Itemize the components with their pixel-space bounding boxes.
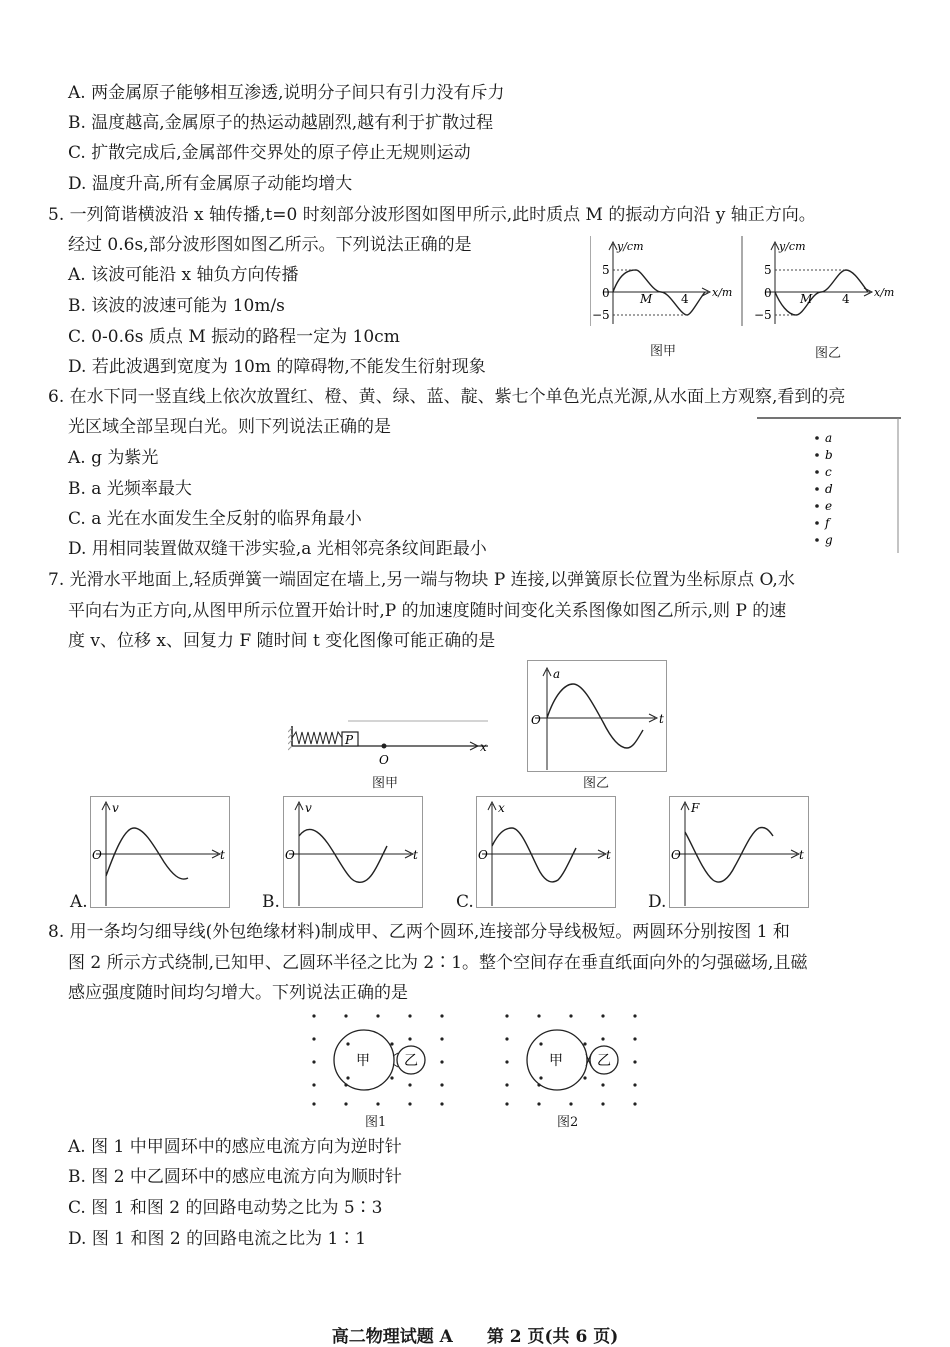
q5-option-d: D. 若此波遇到宽度为 10m 的障碍物,不能发生衍射现象 xyxy=(68,357,486,377)
origin-label: O xyxy=(92,848,102,862)
t-axis-label: t xyxy=(799,848,804,862)
x-axis-label: x/m xyxy=(874,286,895,299)
q8-option-b: B. 图 2 中乙圆环中的感应电流方向为顺时针 xyxy=(68,1167,402,1187)
q8-stem-line3: 感应强度随时间均匀增大。下列说法正确的是 xyxy=(68,983,408,1003)
q6-light-source-diagram xyxy=(757,415,903,555)
tick-4: 4 xyxy=(681,292,689,306)
q7-choice-b-letter: B. xyxy=(262,892,280,912)
t-axis-label: t xyxy=(659,712,664,726)
magnetic-field-dots xyxy=(505,1014,636,1105)
q7-acceleration-graph xyxy=(527,660,667,772)
q6-option-a: A. g 为紫光 xyxy=(68,448,159,468)
ring-yi-label: 乙 xyxy=(597,1053,611,1069)
y-axis-label: y/cm xyxy=(617,240,644,253)
source-label-a: a xyxy=(825,431,833,445)
q6-option-b: B. a 光频率最大 xyxy=(68,479,192,499)
q7-choice-a-letter: A. xyxy=(70,892,88,912)
q8-figure-2 xyxy=(493,1006,643,1106)
source-label-f: f xyxy=(825,516,830,530)
tick-0: 0 xyxy=(764,286,772,300)
q5-option-b: B. 该波的波速可能为 10m/s xyxy=(68,296,285,316)
choice-c-axis-label: x xyxy=(498,801,505,815)
q8-option-c: C. 图 1 和图 2 的回路电动势之比为 5∶3 xyxy=(68,1198,383,1218)
q8-option-a: A. 图 1 中甲圆环中的感应电流方向为逆时针 xyxy=(68,1137,402,1157)
q6-option-d: D. 用相同装置做双缝干涉实验,a 光相邻亮条纹间距最小 xyxy=(68,539,487,559)
q8-stem-line1: 8. 用一条均匀细导线(外包绝缘材料)制成甲、乙两个圆环,连接部分导线极短。两圆环分别按图 1 和 xyxy=(48,922,790,942)
t-axis-label: t xyxy=(413,848,418,862)
tick-5: 5 xyxy=(602,263,610,277)
q5-caption-a: 图甲 xyxy=(650,344,677,359)
q7-stem-line1: 7. 光滑水平地面上,轻质弹簧一端固定在墙上,另一端与物块 P 连接,以弹簧原长位置为坐标原点 O,水 xyxy=(48,570,795,590)
q8-caption-2: 图2 xyxy=(557,1115,579,1130)
q6-stem-line2: 光区域全部呈现白光。则下列说法正确的是 xyxy=(68,417,391,437)
a-axis-label: a xyxy=(553,667,561,681)
tick-neg5: −5 xyxy=(592,308,610,322)
q7-choice-d-graph xyxy=(669,796,809,908)
q4-option-d: D. 温度升高,所有金属原子动能均增大 xyxy=(68,174,353,194)
q7-choice-a-graph xyxy=(90,796,230,908)
q7-stem-line2: 平向右为正方向,从图甲所示位置开始计时,P 的加速度随时间变化关系图像如图乙所示,则 P 的速 xyxy=(68,601,787,621)
q7-spring-block-diagram xyxy=(288,718,488,768)
q5-wave-graphs xyxy=(590,236,910,326)
q5-stem-line1: 5. 一列简谐横波沿 x 轴传播,t=0 时刻部分波形图如图甲所示,此时质点 M 的振动方向沿 y 轴正方向。 xyxy=(48,205,816,225)
origin-label: O xyxy=(285,848,295,862)
origin-label: O xyxy=(671,848,681,862)
source-label-d: d xyxy=(825,482,833,496)
page-footer: 高二物理试题 A 第 2 页(共 6 页) xyxy=(331,1327,619,1347)
magnetic-field-dots xyxy=(312,1014,443,1105)
q4-option-a: A. 两金属原子能够相互渗透,说明分子间只有引力没有斥力 xyxy=(68,83,505,103)
choice-d-axis-label: F xyxy=(691,801,700,815)
q5-option-a: A. 该波可能沿 x 轴负方向传播 xyxy=(68,265,299,285)
q7-choice-b-graph xyxy=(283,796,423,908)
q7-stem-line3: 度 v、位移 x、回复力 F 随时间 t 变化图像可能正确的是 xyxy=(68,631,496,651)
q7-choice-c-graph xyxy=(476,796,616,908)
q6-stem-line1: 6. 在水下同一竖直线上依次放置红、橙、黄、绿、蓝、靛、紫七个单色光点光源,从水面上方观察,看到的亮 xyxy=(48,387,846,407)
source-label-e: e xyxy=(825,499,833,513)
wave-graph-a xyxy=(592,240,732,324)
block-label: P xyxy=(345,733,354,747)
source-label-c: c xyxy=(825,465,832,479)
t-axis-label: t xyxy=(606,848,611,862)
x-axis-label: x xyxy=(480,740,487,754)
choice-b-axis-label: v xyxy=(305,801,312,815)
ring-yi-label: 乙 xyxy=(404,1053,418,1069)
ring-jia-label: 甲 xyxy=(549,1053,563,1069)
wave-graph-b xyxy=(754,240,894,324)
q7-caption-a: 图甲 xyxy=(372,776,399,791)
origin-label: O xyxy=(531,713,541,727)
q7-choice-c-letter: C. xyxy=(456,892,474,912)
ring-jia-label: 甲 xyxy=(356,1053,370,1069)
q4-option-c: C. 扩散完成后,金属部件交界处的原子停止无规则运动 xyxy=(68,143,471,163)
q7-choice-d-letter: D. xyxy=(648,892,667,912)
q4-option-b: B. 温度越高,金属原子的热运动越剧烈,越有利于扩散过程 xyxy=(68,113,494,133)
choice-a-axis-label: v xyxy=(112,801,119,815)
t-axis-label: t xyxy=(220,848,225,862)
origin-label: O xyxy=(379,753,389,767)
q8-option-d: D. 图 1 和图 2 的回路电流之比为 1∶1 xyxy=(68,1229,367,1249)
point-m-label: M xyxy=(640,292,653,306)
q8-caption-1: 图1 xyxy=(365,1115,387,1130)
q6-source-points xyxy=(815,436,819,542)
origin-label: O xyxy=(478,848,488,862)
q6-option-c: C. a 光在水面发生全反射的临界角最小 xyxy=(68,509,362,529)
tick-neg5: −5 xyxy=(754,308,772,322)
tick-4: 4 xyxy=(842,292,850,306)
q5-option-c: C. 0-0.6s 质点 M 振动的路程一定为 10cm xyxy=(68,327,400,347)
point-m-label: M xyxy=(800,292,813,306)
q8-stem-line2: 图 2 所示方式绕制,已知甲、乙圆环半径之比为 2∶1。整个空间存在垂直纸面向外的匀强磁场,且磁 xyxy=(68,953,808,973)
source-label-b: b xyxy=(825,448,833,462)
tick-0: 0 xyxy=(602,286,610,300)
source-label-g: g xyxy=(825,533,833,547)
q5-stem-line2: 经过 0.6s,部分波形图如图乙所示。下列说法正确的是 xyxy=(68,235,472,255)
tick-5: 5 xyxy=(764,263,772,277)
y-axis-label: y/cm xyxy=(779,240,806,253)
x-axis-label: x/m xyxy=(712,286,733,299)
q5-caption-b: 图乙 xyxy=(815,346,842,361)
q7-caption-b: 图乙 xyxy=(583,776,610,791)
q8-figure-1 xyxy=(300,1006,450,1106)
